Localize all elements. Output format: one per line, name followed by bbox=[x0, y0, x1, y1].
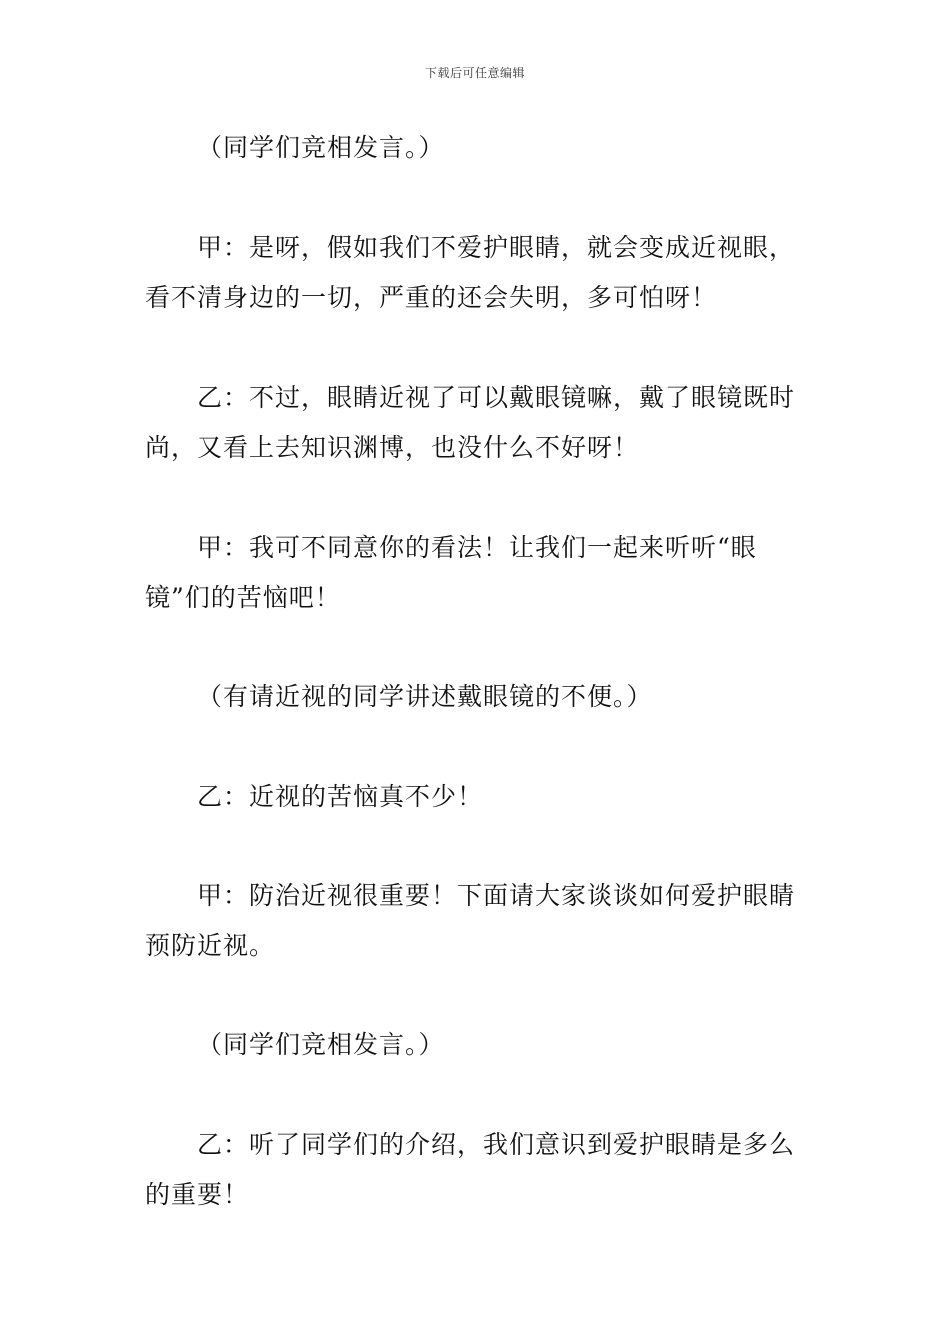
paragraph-stage-direction: （同学们竞相发言。） bbox=[197, 133, 445, 162]
paragraph-yi-line: 乙：近视的苦恼真不少！ bbox=[197, 782, 484, 811]
paragraph-stage-direction: （有请近视的同学讲述戴眼镜的不便。） bbox=[197, 682, 653, 711]
paragraph-yi-line: 乙：听了同学们的介绍，我们意识到爱护眼睛是多么的重要！ bbox=[145, 1130, 796, 1209]
paragraph-yi-line: 乙：不过，眼睛近视了可以戴眼镜嘛，戴了眼镜既时尚，又看上去知识渊博，也没什么不好呀！ bbox=[145, 383, 796, 462]
paragraph-stage-direction: （同学们竞相发言。） bbox=[197, 1030, 445, 1059]
paragraph-jia-line: 甲：防治近视很重要！下面请大家谈谈如何爱护眼睛预防近视。 bbox=[145, 881, 796, 960]
paragraph-jia-line: 甲：是呀，假如我们不爱护眼睛，就会变成近视眼，看不清身边的一切，严重的还会失明，多可怕呀！ bbox=[145, 233, 796, 312]
page-header: 下载后可任意编辑 bbox=[424, 66, 525, 80]
paragraph-jia-line: 甲：我可不同意你的看法！让我们一起来听听“眼镜”们的苦恼吧！ bbox=[145, 533, 757, 612]
